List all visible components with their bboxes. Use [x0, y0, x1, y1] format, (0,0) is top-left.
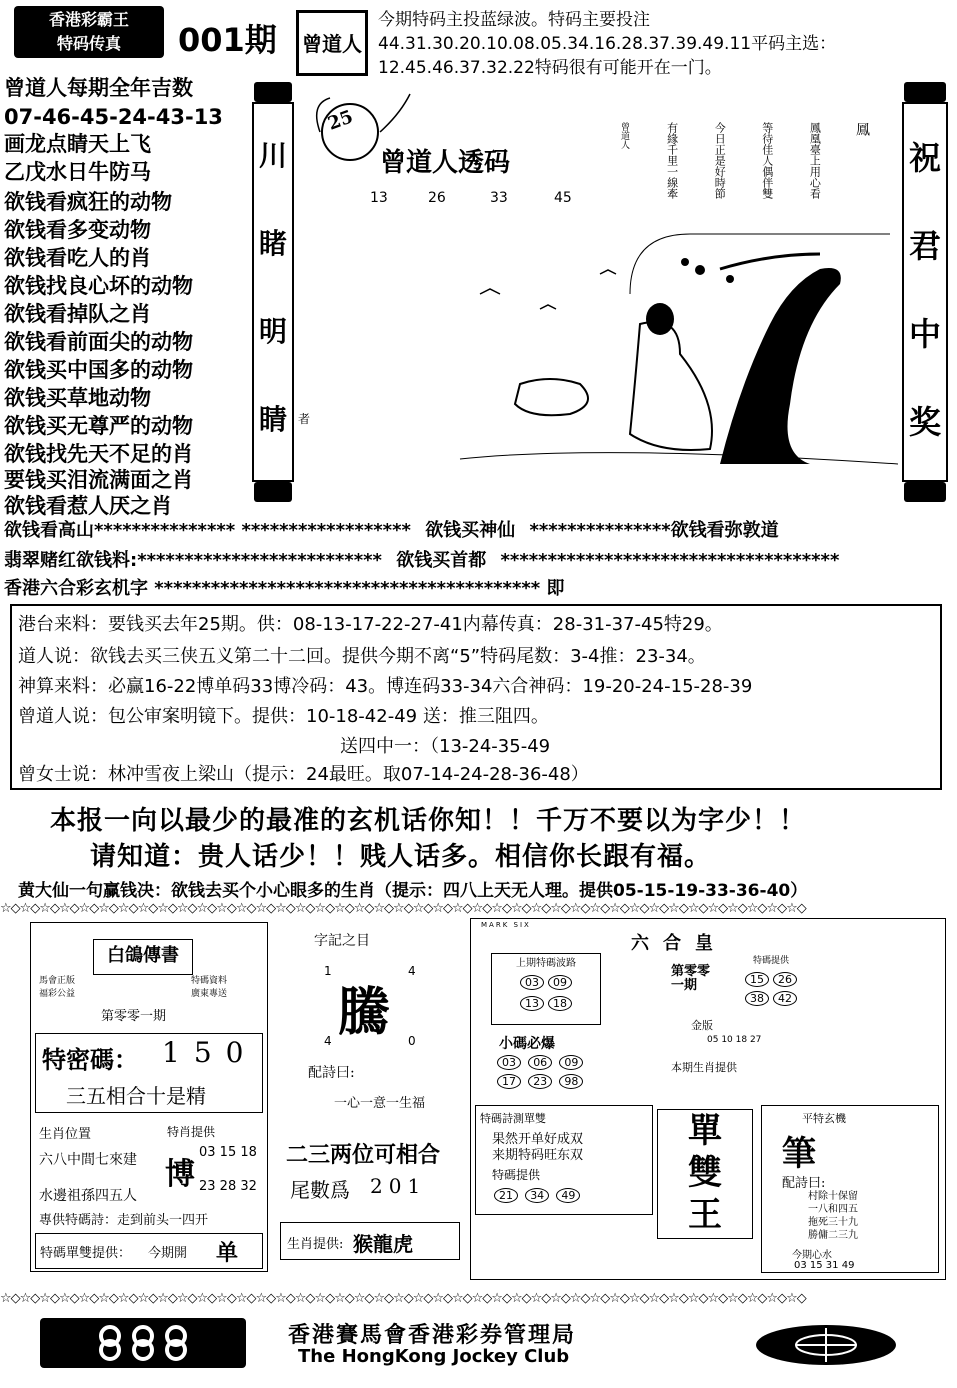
picture-number: 26	[428, 190, 446, 206]
panel2-wei-value: 201	[370, 1174, 427, 1198]
panel2-sx-value: 猴龍虎	[353, 1232, 413, 1256]
poem-col: 有緣千里一線牽	[665, 122, 679, 199]
panel1-issue: 第零零一期	[101, 1009, 167, 1024]
panel3-dsw-char: 雙	[688, 1153, 722, 1193]
panel1-side-left	[39, 975, 75, 1001]
panel3-dsw-char: 單	[688, 1111, 722, 1151]
panel3-xm-num: 06	[528, 1055, 552, 1070]
panel1-te-value: 150	[162, 1036, 258, 1069]
panel3-right-char: 筆	[782, 1134, 816, 1174]
panel3-pei-line: 村除十保留	[808, 1191, 858, 1202]
scroll-right-body	[902, 102, 948, 482]
wide-line-2	[4, 546, 839, 572]
poem-col: 鳳凰臺上用心看	[808, 122, 822, 199]
panel1-tj-nums: 03 15 18	[199, 1145, 257, 1160]
scroll-left-body	[252, 102, 294, 482]
info-row: 神算来料：必赢16-22博单码33博冷码：43。博连码33-34六合神码：19-20-24-15-28-39	[18, 676, 753, 697]
panel1-sx-label: 生肖位置	[39, 1127, 92, 1142]
panel3-tm2-num: 49	[556, 1188, 580, 1203]
panel3-wb-nums	[492, 975, 600, 990]
panel3-head: 六合皇	[631, 933, 727, 954]
panel3-xm-small: 05 10 18 27	[707, 1035, 762, 1045]
panel2-num: 1	[324, 964, 332, 978]
divider-zigzag: ☆◇☆◇☆◇☆◇☆◇☆◇☆◇☆◇☆◇☆◇☆◇☆◇☆◇☆◇☆◇☆◇☆◇☆◇☆◇☆◇☆◇☆◇☆◇☆◇☆◇☆◇☆◇☆◇☆◇☆◇☆◇☆◇☆◇☆◇☆◇☆◇☆◇☆◇☆◇☆◇☆◇	[0, 902, 806, 916]
picture-number: 33	[490, 190, 508, 206]
panel3-tm-label: 特碼提供	[752, 956, 789, 966]
panel2-wei-label: 尾數爲	[290, 1178, 350, 1202]
picture-number-25: 25	[325, 106, 356, 135]
panel3-tm2-nums	[492, 1188, 582, 1203]
wide-line-c: ***************欲钱看弥敦道	[529, 520, 779, 541]
panel3-wb-nums	[492, 996, 600, 1011]
panel3-right-title: 平特玄機	[802, 1112, 846, 1125]
scroll-right	[900, 82, 950, 502]
scroll-right-char: 中	[908, 315, 941, 353]
left-line: 欲钱找先天不足的肖	[4, 442, 193, 466]
panel2-sx-box	[280, 1222, 460, 1260]
picture-poem	[618, 122, 868, 206]
wide-line-b: 欲钱买神仙	[425, 520, 516, 541]
picture-area	[300, 84, 898, 484]
picture-number: 45	[554, 190, 572, 206]
scroll-left-small: 者	[298, 412, 311, 426]
panel1-tj-label: 特肖提供	[167, 1125, 216, 1139]
panel3-xm-num: 03	[497, 1055, 521, 1070]
scroll-left	[250, 82, 296, 502]
panel3-poem-line: 果然开单好成双	[492, 1132, 584, 1147]
scroll-left-char: 明	[258, 315, 287, 348]
jockey-club-emblem-icon	[752, 1322, 900, 1368]
slogan-line-1: 本报一向以最少的最准的玄机话你知！！千万不要以为字少！！	[50, 806, 807, 836]
panel3-issue: 第零零一期	[671, 964, 711, 993]
panel2-line1: 二三两位可相合	[286, 1143, 441, 1168]
panel-bai-ge	[30, 922, 268, 1272]
scroll-right-bottom-roll	[904, 482, 946, 502]
left-line: 欲钱看掉队之肖	[4, 302, 151, 326]
panel2-num: 4	[408, 964, 416, 978]
scroll-right-char: 奖	[908, 403, 941, 441]
panel3-right	[761, 1105, 939, 1273]
panel1-side-right-line: 廣東專送	[191, 989, 228, 999]
left-line: 欲钱买无尊严的动物	[4, 414, 193, 438]
panel3-pei-line: 拖死三十九	[808, 1217, 858, 1228]
panel3-jin: 金版	[691, 1019, 713, 1032]
footer-cn: 香港賽馬會香港彩券管理局	[288, 1322, 577, 1348]
panel3-tm-row	[733, 991, 809, 1006]
panel1-ds-char: 单	[216, 1240, 239, 1266]
left-line: 欲钱买草地动物	[4, 386, 151, 410]
panel1-side-left-line: 馬會正版	[39, 976, 76, 986]
scroll-left-char: 川	[258, 139, 287, 172]
left-line: 欲钱看惹人厌之肖	[4, 494, 172, 518]
scroll-left-bottom-roll	[254, 482, 292, 502]
panel1-te-label: 特密碼：	[42, 1045, 138, 1074]
panel3-pei: 配詩曰:	[782, 1176, 826, 1191]
panel3-wb-num: 18	[548, 996, 572, 1011]
scroll-left-char: 睹	[258, 227, 287, 260]
scroll-right-char: 君	[908, 227, 941, 265]
wide-line-b: 欲钱买首都	[396, 550, 487, 571]
panel1-ds-box	[35, 1233, 263, 1269]
panel3-tm-box	[733, 953, 809, 1006]
info-row: 道人说：欲钱去买三侠五义第二十二回。提供今期不离“5”特码尾数：3-4推：23-34。	[18, 646, 706, 667]
panel1-te-box	[35, 1033, 263, 1113]
scroll-left-char: 睛	[258, 403, 287, 436]
panel1-ds-value: 今期開	[148, 1246, 188, 1261]
logo-line2: 特码传真	[56, 34, 121, 53]
knot-icon	[40, 1318, 246, 1368]
panel1-sx-line: 水邊祖孫四五人	[39, 1188, 137, 1204]
info-row: 曾道人说：包公审案明镜下。提供：10-18-42-49 送：推三阻四。	[18, 706, 549, 727]
panel3-tm2-label: 特碼提供	[492, 1168, 541, 1182]
left-line: 欲钱看前面尖的动物	[4, 330, 193, 354]
wide-line-a: 欲钱看高山*************** ******************	[4, 520, 411, 541]
panel3-dsw-box	[657, 1109, 753, 1239]
info-row: 曾女士说：林冲雪夜上梁山（提示：24最旺。取07-14-24-28-36-48）	[18, 764, 589, 785]
panel2-num: 0	[408, 1034, 416, 1048]
panel3-poem-label: 特碼詩測單雙	[480, 1112, 546, 1125]
panel2-pei: 配詩曰:	[308, 1065, 355, 1081]
panel3-wb-label: 上期特碼波路	[516, 958, 576, 969]
wide-line-1	[4, 516, 779, 542]
panel3-poem-box	[475, 1105, 653, 1215]
panel3-tm2-num: 34	[525, 1188, 549, 1203]
panel3-tm2-num: 21	[494, 1188, 518, 1203]
panel1-hint: 三五相合十是精	[66, 1084, 206, 1108]
divider-zigzag: ☆◇☆◇☆◇☆◇☆◇☆◇☆◇☆◇☆◇☆◇☆◇☆◇☆◇☆◇☆◇☆◇☆◇☆◇☆◇☆◇☆◇☆◇☆◇☆◇☆◇☆◇☆◇☆◇☆◇☆◇☆◇☆◇☆◇☆◇☆◇☆◇☆◇☆◇☆◇☆◇☆◇	[0, 1292, 806, 1306]
info-row: 送四中一：（13-24-35-49	[340, 736, 551, 757]
footer-logo-right	[752, 1322, 900, 1368]
panel3-xm-label: 小碼必爆	[499, 1036, 555, 1052]
panel3-tm-num: 15	[745, 972, 769, 987]
panel3-xm-num: 17	[497, 1074, 521, 1089]
panel1-sx-line: 六八中間七來建	[39, 1152, 137, 1168]
issue-number: 001期	[178, 21, 277, 59]
logo	[14, 6, 164, 58]
panel3-tm-num: 42	[773, 991, 797, 1006]
left-line: 欲钱看吃人的肖	[4, 246, 151, 270]
panel2-char: 騰	[338, 982, 391, 1043]
poem-col: 今日正是好時節	[713, 122, 727, 199]
seal-logo: 曾道人	[296, 10, 368, 76]
left-line: 欲钱看多变动物	[4, 218, 151, 242]
panel3-poem-line: 来期特码旺东双	[492, 1148, 584, 1163]
poem-col: 等待佳人偶伴雙	[760, 122, 774, 199]
panel3-xm-nums	[495, 1055, 675, 1089]
left-line: 欲钱买中国多的动物	[4, 358, 193, 382]
panel2-num: 4	[324, 1034, 332, 1048]
wide-line-a: 香港六合彩玄机字 ***************************************** 即	[4, 578, 565, 599]
panel2-sx-label: 生肖提供:	[287, 1237, 344, 1252]
panel2-title: 字記之目	[314, 933, 370, 949]
panel3-xm-num: 23	[528, 1074, 552, 1089]
panel3-dsw-char: 王	[688, 1195, 722, 1235]
left-line: 欲钱看疯狂的动物	[4, 190, 172, 214]
top-notice: 今期特码主投蓝绿波。特码主要投注44.31.30.20.10.08.05.34.16.28.37.39.49.11平码主选：12.45.46.37.32.22特码很有可能开在一门。	[378, 10, 837, 78]
scroll-left-top-roll	[254, 82, 292, 102]
panel3-xm-num: 09	[559, 1055, 583, 1070]
left-line: 07-46-45-24-43-13	[4, 105, 223, 129]
left-line: 欲钱找良心坏的动物	[4, 274, 193, 298]
slogan-line-2: 请知道：贵人话少！！贱人话多。相信你长跟有福。	[90, 842, 712, 872]
picture-title: 曾道人透码	[380, 148, 511, 178]
panel3-bq: 本期生肖提供	[671, 1061, 737, 1074]
huang-line: 黄大仙一句赢钱决：欲钱去买个小心眼多的生肖（提示：四八上天无人理。提供05-15-19-33-36-40）	[18, 881, 808, 901]
picture-number: 13	[370, 190, 388, 206]
panel3-tm-row	[733, 972, 809, 987]
panel-liu-he	[470, 918, 946, 1280]
poem-col: 鳳	[853, 122, 870, 136]
panel3-wb-num: 03	[520, 975, 544, 990]
panel1-poem: 專供特碼詩：走到前头一四开	[39, 1213, 209, 1228]
info-row: 港台来料：要钱买去年25期。供：08-13-17-22-27-41内幕传真：28-31-37-45特29。	[18, 614, 723, 635]
wide-line-a: 翡翠赌红欲钱料:**************************	[4, 550, 382, 571]
panel1-tj-char: 博	[165, 1157, 195, 1192]
panel3-pei-line: 勝傭二三九	[808, 1230, 858, 1241]
left-line: 乙戊水日牛防马	[4, 160, 151, 184]
poem-col: 曾道人	[619, 122, 629, 149]
scroll-right-char: 祝	[908, 139, 941, 177]
panel3-pei-lines	[808, 1190, 858, 1242]
panel3-wb-num: 09	[548, 975, 572, 990]
left-line: 曾道人每期全年吉数	[4, 76, 193, 100]
panel2-pei-text: 一心一意一生福	[334, 1096, 426, 1111]
footer-logo-left	[40, 1318, 246, 1368]
panel3-xm-num: 98	[559, 1074, 583, 1089]
left-line: 画龙点睛天上飞	[4, 132, 151, 156]
panel1-ds-label: 特碼單雙提供：	[40, 1246, 132, 1261]
panel1-tj-nums: 23 28 32	[199, 1179, 257, 1194]
panel1-side-left-line: 福彩公益	[39, 989, 76, 999]
left-line: 要钱买泪流满面之肖	[4, 468, 193, 492]
panel3-tm-num: 26	[773, 972, 797, 987]
footer-en: The HongKong Jockey Club	[298, 1346, 570, 1367]
panel3-jin-nums: 03 15 31 49	[794, 1260, 855, 1271]
panel1-title: 白鴿傳書	[93, 939, 193, 975]
panel3-wb-box	[491, 953, 601, 1025]
logo-line1: 香港彩霸王	[48, 10, 129, 29]
panel3-jin-qi: 今期心水	[792, 1250, 832, 1261]
panel3-mark: MARK SIX	[481, 921, 531, 929]
wide-line-c: ************************************	[500, 550, 840, 571]
wide-line-3	[4, 574, 564, 600]
panel3-pei-line: 一八和四五	[808, 1204, 858, 1215]
panel1-side-right	[191, 975, 227, 1001]
panel-zi-ji	[278, 922, 464, 1274]
panel1-side-right-line: 特碼資料	[191, 976, 228, 986]
panel3-wb-num: 13	[520, 996, 544, 1011]
scroll-right-top-roll	[904, 82, 946, 102]
panel3-tm-num: 38	[745, 991, 769, 1006]
